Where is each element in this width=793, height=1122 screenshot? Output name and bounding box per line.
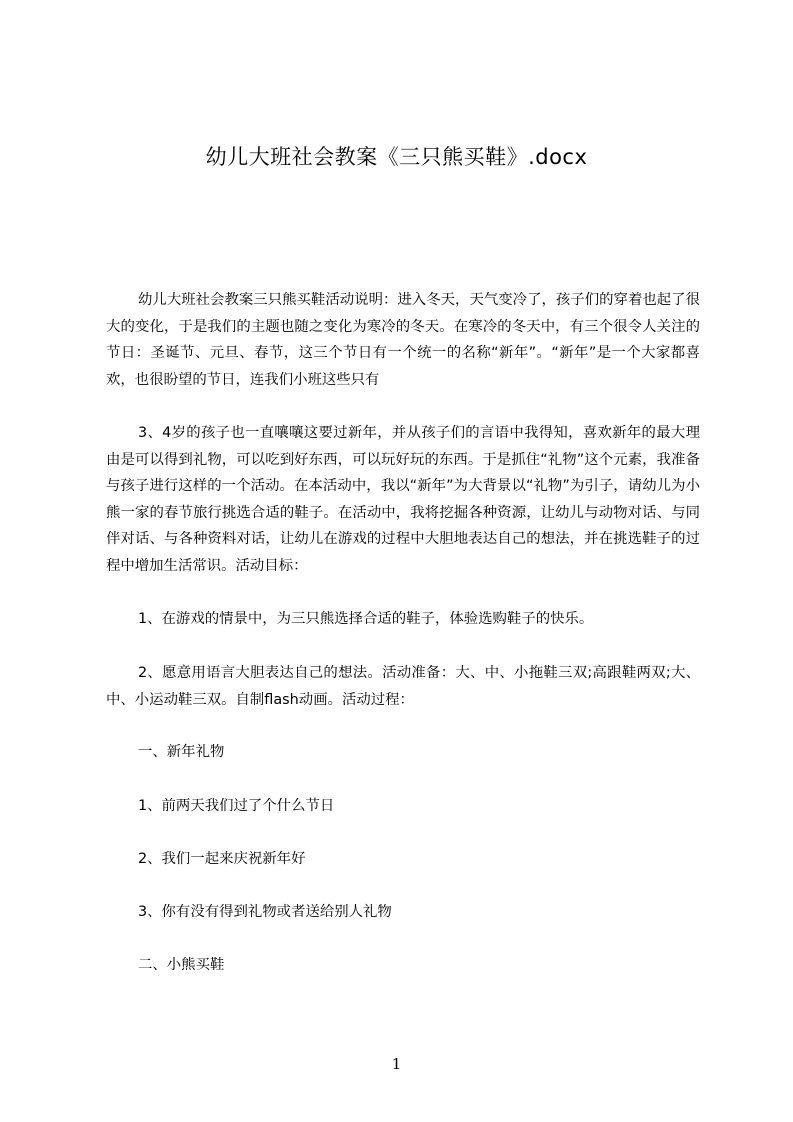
paragraph-activity-background: 3、4岁的孩子也一直嚷嚷这要过新年，并从孩子们的言语中我得知，喜欢新年的最大理由是可以得到礼物，可以吃到好东西，可以玩好玩的东西。于是抓住“礼物”这个元素，我准备与孩子进行这样的一个活动。在本活动中，我以“新年”为大背景以“礼物”为引子，请幼儿为小熊一家的春节旅行挑选合适的鞋子。在活动中，我将挖掘各种资源，让幼儿与动物对话、与同伴对话、与各种资料对话，让幼儿在游戏的过程中大胆地表达自己的想法，并在挑选鞋子的过程中增加生活常识。活动目标： [106,425,700,574]
section-heading-bear-buys-shoes: 二、小熊买鞋 [138,957,225,973]
page-number: 1 [391,1055,402,1073]
document-title: 幼儿大班社会教案《三只熊买鞋》.docx [205,145,588,169]
list-item: 1、前两天我们过了个什么节日 [138,798,335,814]
paragraph-goal-2-preparation: 2、愿意用语言大胆表达自己的想法。活动准备：大、中、小拖鞋三双;高跟鞋两双;大、中、小运动鞋三双。自制flash动画。活动过程： [106,665,700,708]
list-item: 3、你有没有得到礼物或者送给别人礼物 [138,904,392,920]
section-heading-new-year-gift: 一、新年礼物 [138,744,225,760]
paragraph-activity-description: 幼儿大班社会教案三只熊买鞋活动说明：进入冬天，天气变冷了，孩子们的穿着也起了很大的变化，于是我们的主题也随之变化为寒冷的冬天。在寒冷的冬天中，有三个很令人关注的节日：圣诞节、元旦、春节，这三个节日有一个统一的名称“新年”。“新年”是一个大家都喜欢，也很盼望的节日，连我们小班这些只有 [106,292,700,388]
paragraph-goal-1: 1、在游戏的情景中，为三只熊选择合适的鞋子，体验选购鞋子的快乐。 [138,611,594,627]
list-item: 2、我们一起来庆祝新年好 [138,851,306,867]
